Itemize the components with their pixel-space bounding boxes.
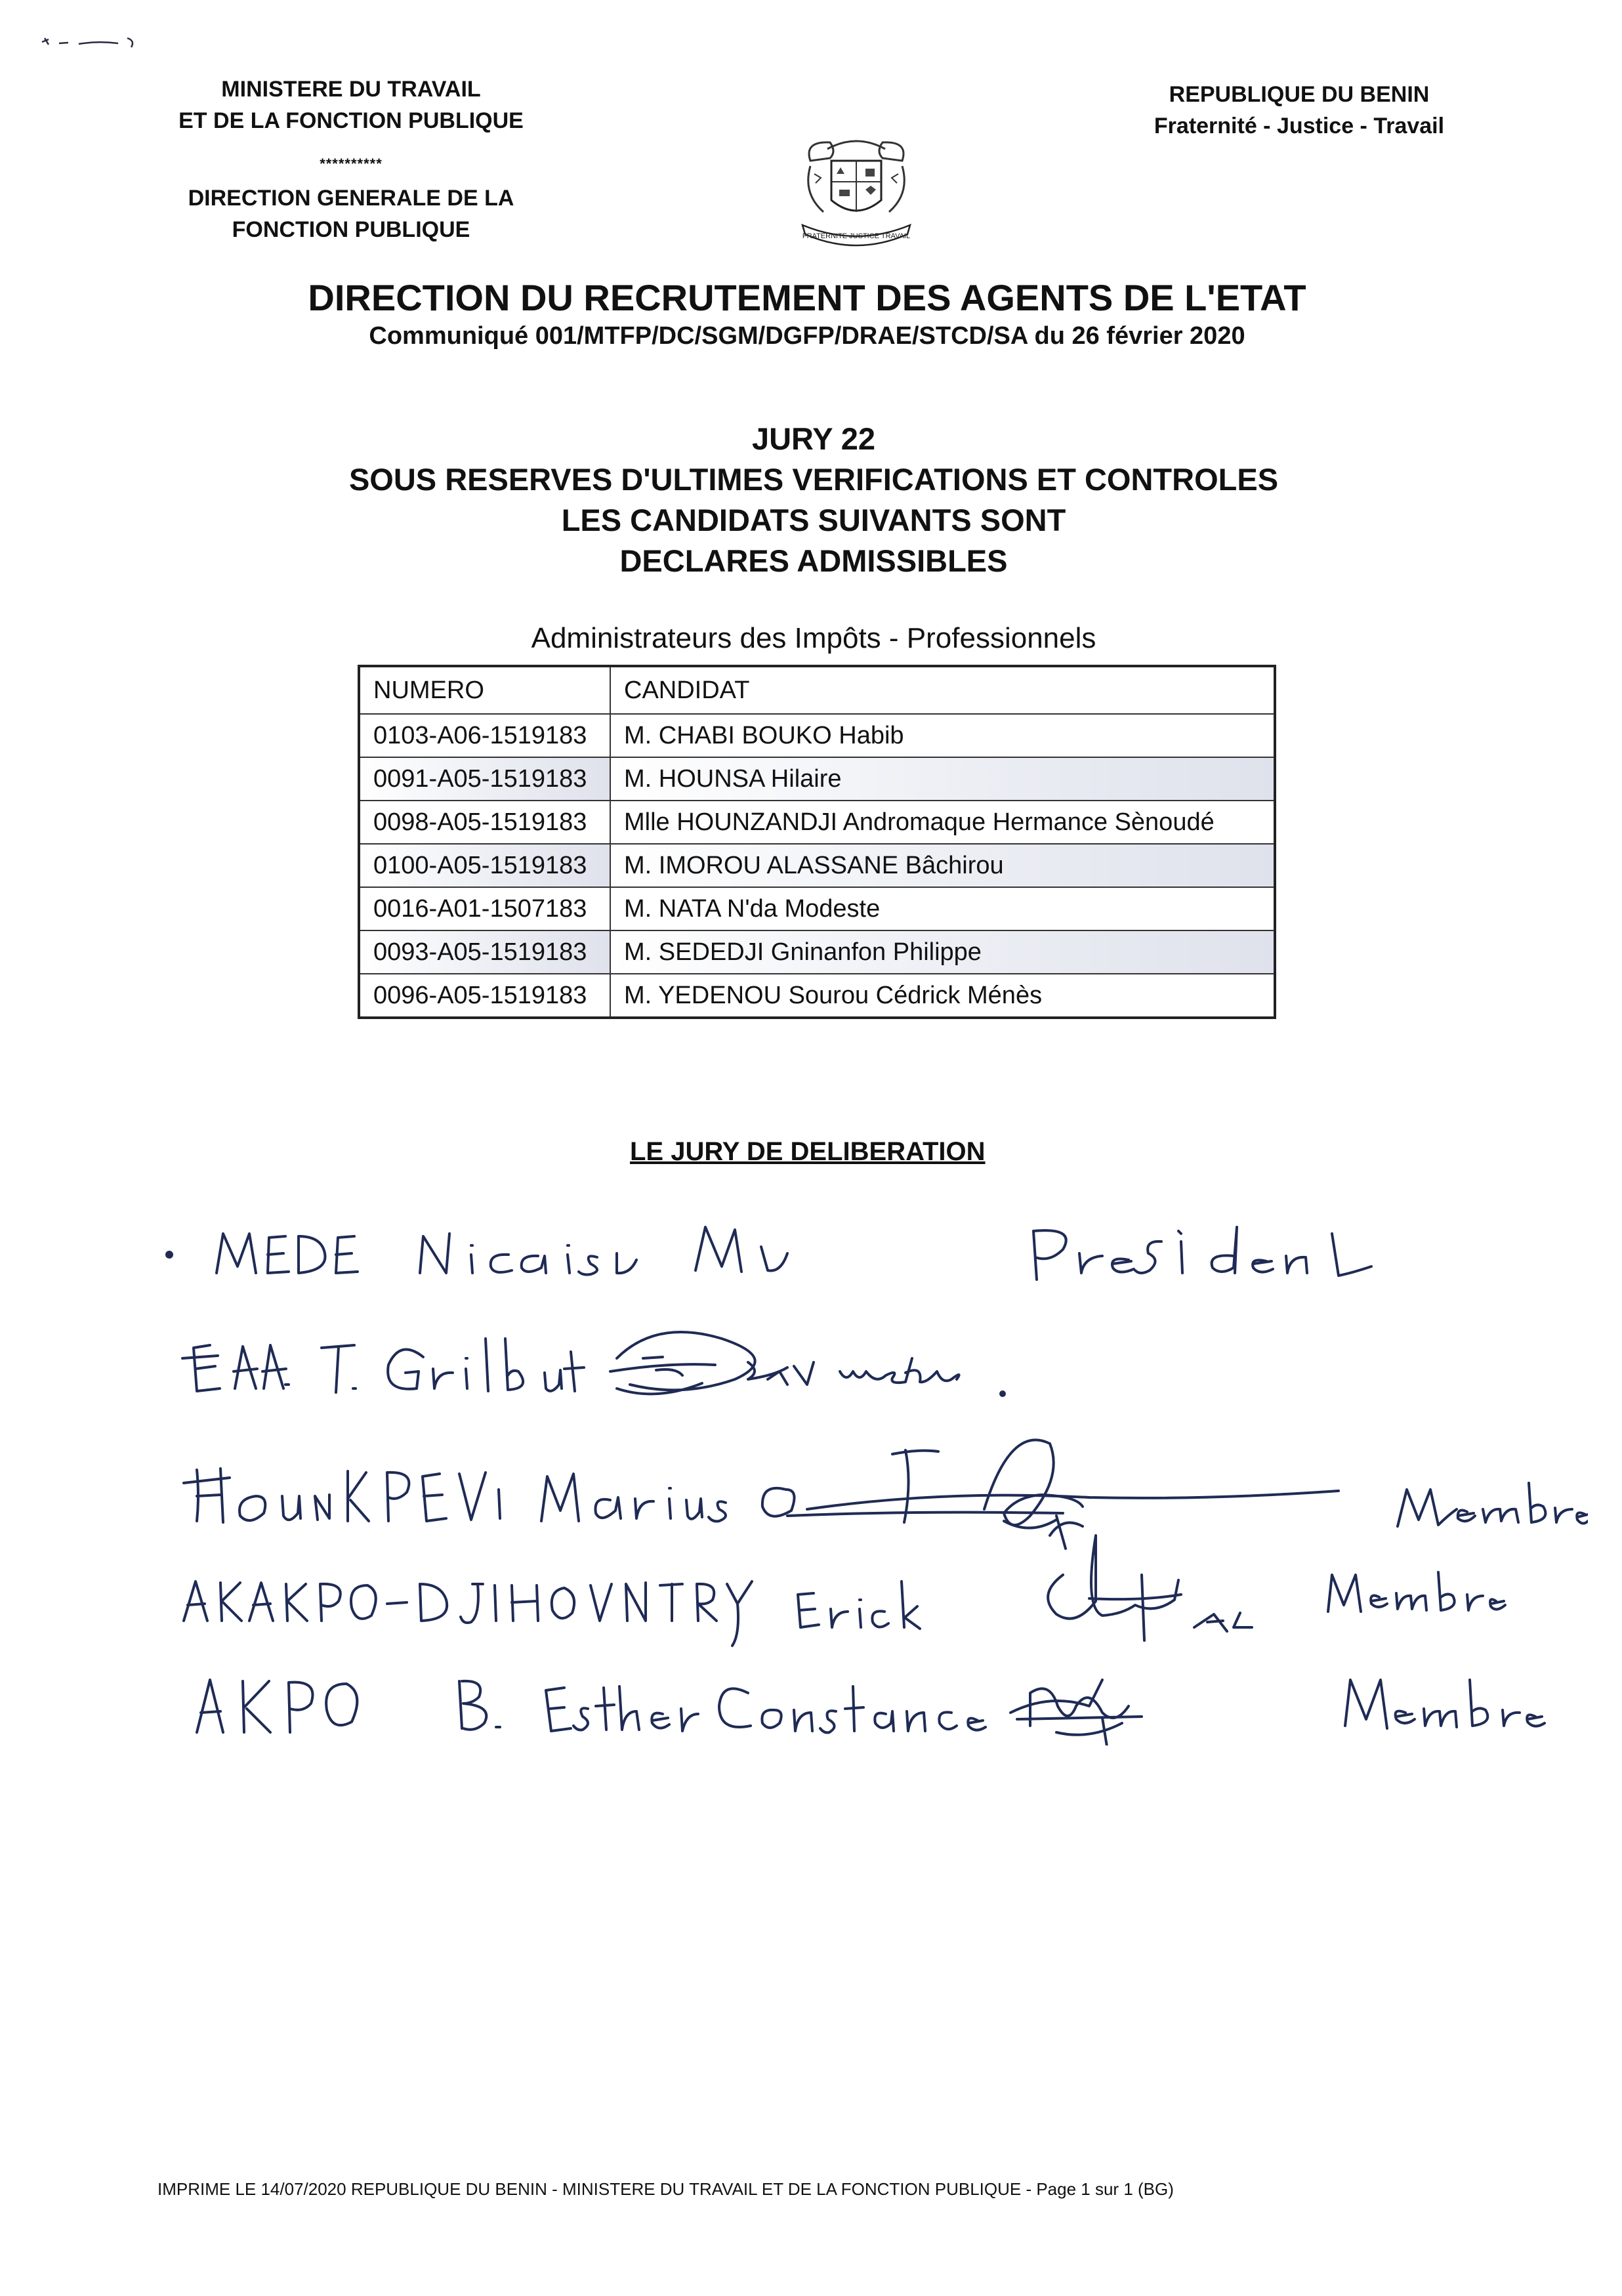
country-name: REPUBLIQUE DU BENIN [1169, 82, 1430, 107]
candidate-name: M. HOUNSA Hilaire [610, 757, 1275, 801]
candidate-name: M. YEDENOU Sourou Cédrick Ménès [610, 974, 1275, 1018]
signature-line-president [217, 1227, 1371, 1280]
table-row [359, 714, 1275, 757]
candidate-name: Mlle HOUNZANDJI Andromaque Hermance Sènoudé [610, 801, 1275, 844]
jury-number: JURY 22 [751, 421, 876, 456]
table-header-row [359, 666, 1275, 714]
table-row [359, 887, 1275, 930]
signature-line-member-2 [184, 1440, 1588, 1549]
candidate-number: 0098-A05-1519183 [359, 801, 610, 844]
country-header [1096, 79, 1503, 142]
column-header-candidat: CANDIDAT [610, 666, 1275, 714]
svg-text:FRATERNITE JUSTICE TRAVAIL: FRATERNITE JUSTICE TRAVAIL [802, 232, 911, 240]
candidate-number: 0100-A05-1519183 [359, 844, 610, 887]
declaration-block [217, 419, 1411, 581]
country-motto: Fraternité - Justice - Travail [1154, 114, 1445, 138]
candidate-number: 0091-A05-1519183 [359, 757, 610, 801]
signature-line-member-3 [184, 1535, 1505, 1646]
benin-coat-of-arms-icon [784, 135, 928, 253]
declaration-line-3: DECLARES ADMISSIBLES [619, 543, 1008, 578]
signature-line-member-1 [182, 1332, 1005, 1396]
candidate-number: 0093-A05-1519183 [359, 930, 610, 974]
directorate-line-1: DIRECTION GENERALE DE LA [188, 186, 514, 211]
directorate-line-2: FONCTION PUBLIQUE [232, 217, 470, 242]
communique-reference: Communiqué 001/MTFP/DC/SGM/DGFP/DRAE/STCD/SA du 26 février 2020 [369, 322, 1245, 350]
print-footer: IMPRIME LE 14/07/2020 REPUBLIQUE DU BENIN - MINISTERE DU TRAVAIL ET DE LA FONCTION PUBLIQUE - Page 1 sur 1 (BG) [157, 2179, 1174, 2199]
candidate-name: M. SEDEDJI Gninanfon Philippe [610, 930, 1275, 974]
declaration-line-2: LES CANDIDATS SUIVANTS SONT [561, 503, 1066, 537]
stray-pen-mark [39, 31, 138, 51]
candidate-name: M. NATA N'da Modeste [610, 887, 1275, 930]
candidate-number: 0016-A01-1507183 [359, 887, 610, 930]
signature-line-member-4 [197, 1680, 1545, 1745]
candidate-number: 0096-A05-1519183 [359, 974, 610, 1018]
stars-separator: ********** [320, 156, 383, 172]
table-row [359, 801, 1275, 844]
table-row [359, 930, 1275, 974]
table-row [359, 974, 1275, 1018]
handwritten-signatures-image [157, 1207, 1588, 1745]
candidate-name: M. IMOROU ALASSANE Bâchirou [610, 844, 1275, 887]
table-row [359, 844, 1275, 887]
table-row [359, 757, 1275, 801]
page-title: DIRECTION DU RECRUTEMENT DES AGENTS DE L'ETAT [308, 277, 1306, 318]
candidate-name: M. CHABI BOUKO Habib [610, 714, 1275, 757]
ministry-line-2: ET DE LA FONCTION PUBLIQUE [178, 108, 524, 133]
ministry-header [151, 73, 551, 245]
declaration-line-1: SOUS RESERVES D'ULTIMES VERIFICATIONS ET CONTROLES [348, 462, 1279, 497]
ministry-line-1: MINISTERE DU TRAVAIL [221, 77, 481, 102]
jury-section-title: LE JURY DE DELIBERATION [630, 1137, 986, 1166]
admitted-candidates-table [358, 665, 1276, 1019]
column-header-numero: NUMERO [359, 666, 610, 714]
candidate-number: 0103-A06-1519183 [359, 714, 610, 757]
table-caption: Administrateurs des Impôts - Professionnels [531, 622, 1096, 654]
